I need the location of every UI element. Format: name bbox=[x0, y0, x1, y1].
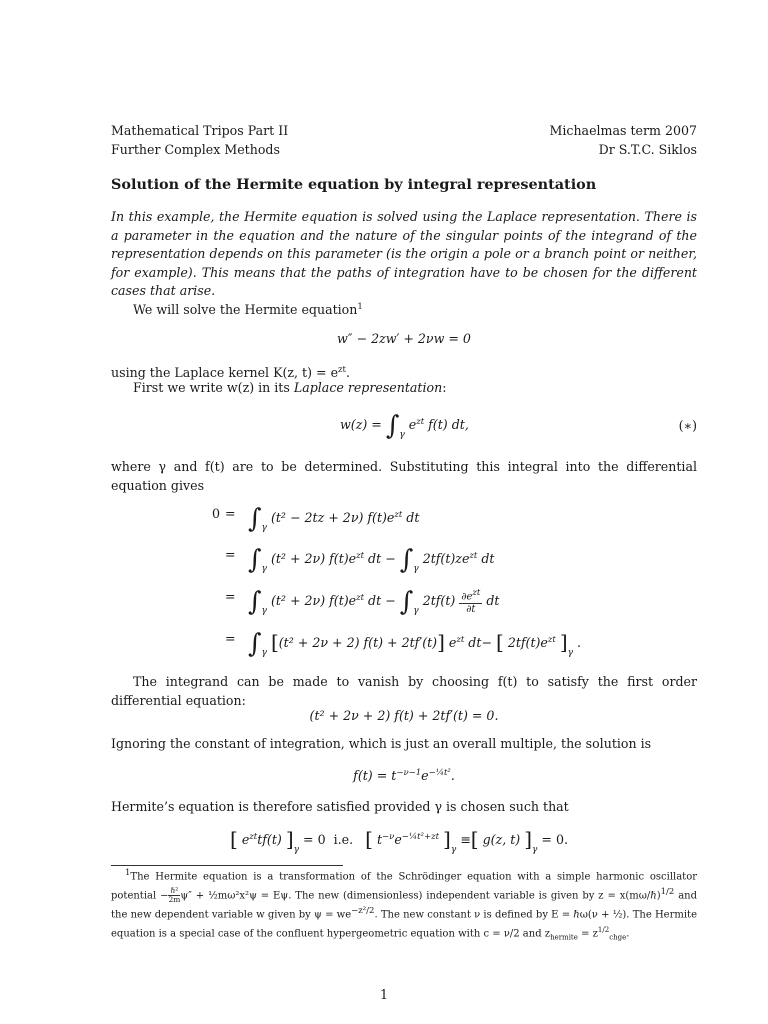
abstract: In this example, the Hermite equation is solved using the Laplace representation. There is a parameter in the equation and the nature of the singular points of the integrand of the representation depends on this parameter (is the origin a pole or a branch point or neither, for example). This means that the paths of integration have to be chosen for the different cases that arise. bbox=[111, 209, 697, 298]
course-subtitle: Further Complex Methods bbox=[111, 142, 280, 157]
paragraph-laplace-text-b: : bbox=[442, 380, 447, 395]
row2b-exponent: zt bbox=[469, 550, 478, 561]
equals-sign: = bbox=[225, 547, 236, 562]
row1-exponent: zt bbox=[394, 509, 403, 520]
paragraph-laplace bbox=[111, 379, 697, 398]
row3b-integrand: 2tf(t) bbox=[422, 593, 456, 608]
integral-sign: ∫ bbox=[399, 545, 414, 575]
footnote-text-2: ψ″ + ½mω²x²ψ = Eψ. The new (dimensionless) independent variable is given by z = x(mω/ℏ) bbox=[180, 890, 661, 902]
equals-sign: = bbox=[225, 589, 236, 604]
gamma-subscript: γ bbox=[413, 606, 419, 616]
gamma-subscript: γ bbox=[450, 845, 457, 856]
derivation-row-4 bbox=[0, 630, 768, 664]
derivation-row-2 bbox=[0, 546, 768, 580]
eq2-e: e bbox=[408, 417, 417, 432]
row2a-exponent: zt bbox=[356, 550, 365, 561]
gamma-subscript: γ bbox=[261, 606, 267, 616]
integral-sign: ∫ bbox=[399, 587, 414, 617]
left-bracket: [ bbox=[230, 827, 238, 852]
derivation-rhs-2 bbox=[248, 545, 495, 575]
fraction-numerator: $\partial e^{zt}$ bbox=[461, 588, 481, 603]
left-bracket: [ bbox=[365, 827, 373, 852]
paragraph-intro-text: We will solve the Hermite equation bbox=[133, 302, 358, 318]
paragraph-intro bbox=[111, 298, 697, 320]
paragraph-ode: The integrand can be made to vanish by choosing f(t) to satisfy the first order differential equation: bbox=[111, 674, 697, 708]
derivation-rhs-4: $\int_\gamma$ [(t² + 2ν + 2) f(t) + 2tf′(t)] $e^{zt}$ dt− [ $2tf(t)e^{zt}$ ]$_\gamma$ . bbox=[248, 629, 582, 659]
eq2-tail: f(t) dt, bbox=[428, 417, 469, 432]
integral-sign: ∫ bbox=[248, 545, 262, 575]
footnote-text-3b: . The new constant ν is defined by E = ℏω(ν + ½). The Hermite equation is a special case of the confluent hypergeometric equation with c = ν/2 and z bbox=[111, 909, 697, 940]
right-bracket: ] bbox=[524, 827, 533, 852]
row2b-integrand: 2tf(t)ze bbox=[422, 551, 470, 566]
row2a-integrand: (t² + 2ν) f(t)e bbox=[270, 551, 357, 566]
right-bracket: ] bbox=[559, 630, 568, 654]
paragraph-solution: Ignoring the constant of integration, which is just an overall multiple, the solution is bbox=[111, 736, 652, 751]
hbar-fraction: $\frac{\text{ℏ²}}{2m}$ bbox=[168, 886, 181, 905]
derivation-row-3 bbox=[0, 588, 768, 622]
integral-sign: ∫ bbox=[248, 587, 262, 617]
footnote-mark: 1 bbox=[357, 302, 363, 312]
solution-exponent-1: −ν−1 bbox=[396, 768, 422, 778]
page-title: Solution of the Hermite equation by integral representation bbox=[111, 176, 597, 193]
laplace-representation-term: Laplace representation bbox=[293, 380, 443, 395]
left-bracket: [ bbox=[495, 630, 504, 654]
row3a-integrand: (t² + 2ν) f(t)e bbox=[270, 593, 357, 608]
eq2-exponent: zt bbox=[416, 416, 425, 427]
solution-equation: $f(t) = t^{-\nu-1}e^{-\frac{1}{4}t^2}$. bbox=[353, 768, 455, 784]
row3b-dt: dt bbox=[486, 593, 500, 608]
row4b-exponent: zt bbox=[547, 634, 556, 645]
equation-number: (∗) bbox=[678, 418, 697, 433]
equals-sign: = bbox=[225, 631, 236, 646]
derivation-lhs: 0 bbox=[211, 506, 220, 521]
derivation-rhs-1 bbox=[248, 504, 420, 534]
gamma-subscript: γ bbox=[567, 648, 574, 658]
derivation-row-1 bbox=[0, 505, 768, 539]
gamma-subscript: γ bbox=[532, 845, 538, 856]
term: Michaelmas term 2007 bbox=[549, 123, 697, 138]
header-right bbox=[549, 121, 697, 159]
author: Dr S.T.C. Siklos bbox=[598, 142, 697, 157]
integral-sign: ∫ bbox=[248, 504, 262, 534]
paragraph-kernel-text: using the Laplace kernel K(z, t) = e bbox=[111, 365, 339, 381]
gamma-subscript: γ bbox=[399, 430, 405, 440]
course-title: Mathematical Tripos Part II bbox=[111, 123, 289, 138]
gamma-subscript: γ bbox=[261, 523, 267, 533]
fraction-denominator: ∂t bbox=[466, 603, 476, 615]
hermite-equation: w″ − 2zw′ + 2νw = 0 bbox=[337, 331, 471, 346]
gamma-subscript: γ bbox=[261, 564, 267, 574]
row2a-dt: dt − bbox=[364, 551, 396, 566]
right-bracket: ] bbox=[285, 827, 294, 852]
laplace-representation-equation bbox=[340, 411, 469, 441]
gamma-subscript: γ bbox=[413, 564, 419, 574]
boundary-condition: [ $e^{zt}tf(t) ]_\gamma = 0$ i.e. [ $t^{-\nu}e^{-\frac{1}{4}t^2+zt}$ ]$_\gamma$ ≡[ g(z, t) ]$_\gamma = 0$. bbox=[230, 827, 568, 856]
partial-derivative-fraction bbox=[459, 588, 482, 614]
gamma-subscript: γ bbox=[261, 648, 267, 658]
equals-sign: = bbox=[225, 506, 236, 521]
solution-e: e bbox=[421, 768, 429, 784]
paragraph-kernel: using the Laplace kernel K(z, $t) = e^{zt}$. bbox=[111, 365, 350, 381]
paragraph-condition: Hermite’s equation is therefore satisfied provided γ is chosen such that bbox=[111, 799, 569, 814]
kernel-exponent: zt bbox=[338, 365, 346, 375]
right-bracket: ] bbox=[443, 827, 451, 852]
left-bracket: [ bbox=[270, 630, 279, 654]
row4a-e: e bbox=[444, 635, 457, 650]
row3a-dt: dt − bbox=[364, 593, 396, 608]
gamma-subscript: γ bbox=[293, 845, 300, 856]
page-number: 1 bbox=[379, 987, 388, 1002]
paragraph-substitution: where γ and f(t) are to be determined. Substituting this integral into the differential equation gives bbox=[111, 459, 697, 493]
first-order-ode: (t² + 2ν + 2) f(t) + 2tf′(t) = 0. bbox=[309, 708, 499, 723]
row4a-integrand: (t² + 2ν + 2) f(t) + 2tf′(t) bbox=[278, 635, 438, 650]
footnote: $^1$The Hermite equation is a transformation of the Schrödinger equation with a simple harmonic oscillator potential − $\frac{\text{ℏ²}}{2m}$ ψ″ + ½mω²x²ψ = Eψ. The new (dimensionless) independent variable is given by z = x(mω/ℏ)$^{1/2}$ and the new dependent variable w given by $\psi = we^{-z^2/2}$. The new constant ν is defined by E = ℏω(ν + ½). The Hermite equation is a special case of the confluent hypergeometric equation with c = ν/2 and $z_{hermite} = z^{1/2}_{chge}$. bbox=[111, 868, 697, 942]
solution-exponent-2: −¼t² bbox=[428, 768, 451, 778]
row4b-term: 2tf(t)e bbox=[507, 635, 548, 650]
row1-dt: dt bbox=[402, 510, 420, 525]
footnote-text-3: and the new dependent variable w given by ψ = we bbox=[111, 890, 697, 921]
left-bracket: [ bbox=[470, 827, 479, 852]
right-bracket: ] bbox=[437, 630, 445, 654]
integral-sign: ∫ bbox=[248, 629, 262, 659]
ie-text: i.e. bbox=[333, 832, 354, 848]
footnote-text-1: The Hermite equation is a transformation of the Schrödinger equation with a simple harmonic oscillator potential − bbox=[111, 871, 697, 902]
row3a-exponent: zt bbox=[356, 592, 365, 603]
header-left bbox=[111, 121, 288, 159]
solution-lhs: f(t) = t bbox=[353, 768, 397, 784]
paragraph-laplace-text-a: First we write w(z) in its bbox=[133, 380, 294, 395]
row4a-dt: dt− bbox=[464, 635, 492, 650]
row4a-exponent: zt bbox=[456, 634, 465, 645]
row1-integrand: (t² − 2tz + 2ν) f(t)e bbox=[270, 510, 395, 525]
derivation-rhs-3 bbox=[248, 588, 499, 615]
integral-sign: ∫ bbox=[385, 411, 400, 441]
eq2-lhs: w(z) = bbox=[340, 417, 382, 432]
footnote-number: 1 bbox=[125, 868, 131, 878]
row2b-dt: dt bbox=[477, 551, 495, 566]
